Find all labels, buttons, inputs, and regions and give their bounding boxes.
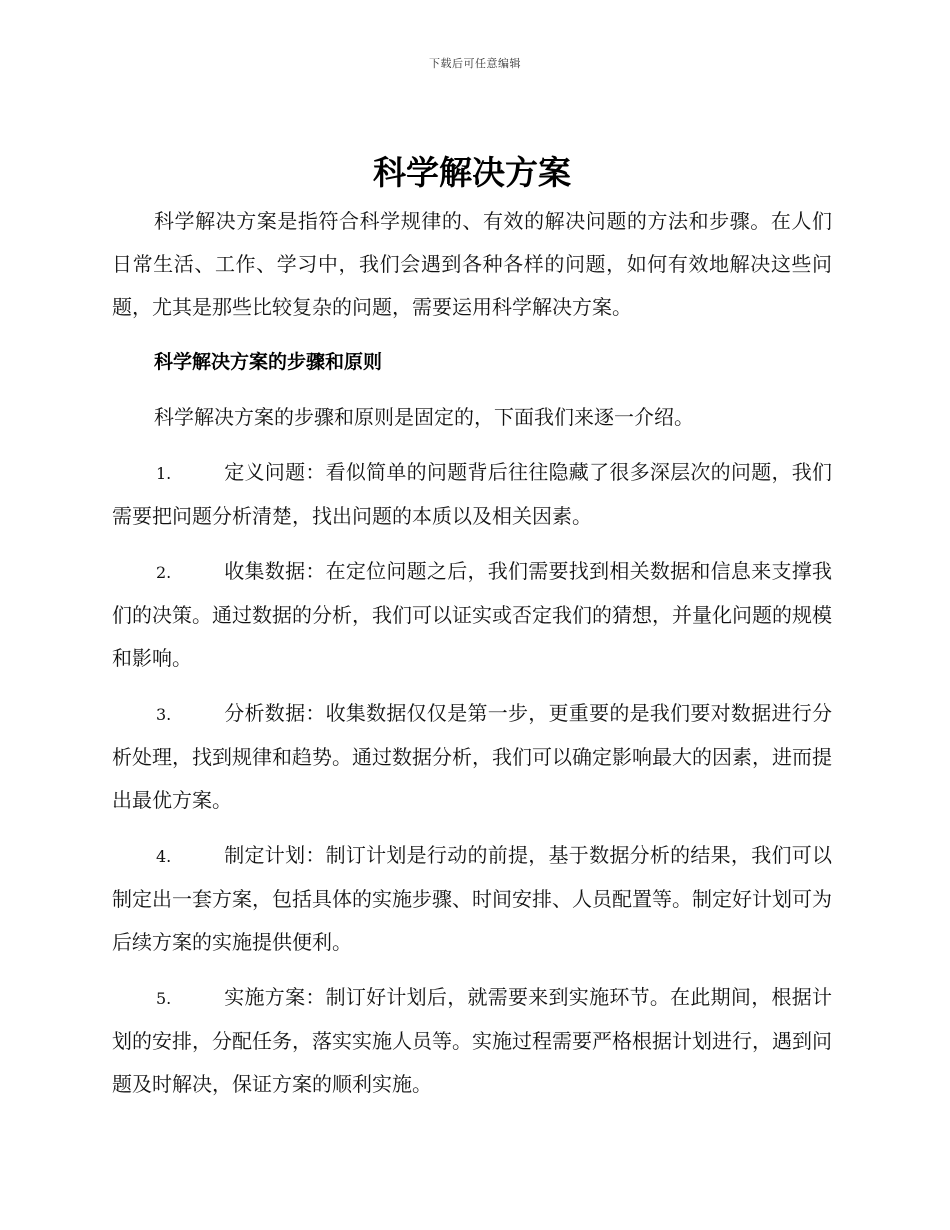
- step-number: 3.: [156, 705, 172, 724]
- step-text: 实施方案：制订好计划后，就需要来到实施环节。在此期间，根据计划的安排，分配任务，落实实施人员等。实施过程需要严格根据计划进行，遇到问题及时解决，保证方案的顺利实施。: [112, 985, 832, 1096]
- intro-paragraph: 科学解决方案是指符合科学规律的、有效的解决问题的方法和步骤。在人们日常生活、工作、学习中，我们会遇到各种各样的问题，如何有效地解决这些问题，尤其是那些比较复杂的问题，需要运用科学解决方案。: [112, 209, 832, 319]
- section-heading: 科学解决方案的步骤和原则: [154, 351, 383, 373]
- step-number: 2.: [156, 563, 172, 582]
- step-item-3: [112, 692, 832, 822]
- step-item-5: [112, 976, 832, 1106]
- step-number: 1.: [156, 464, 172, 483]
- steps-list: [112, 451, 832, 1106]
- header-note: 下载后可任意编辑: [429, 57, 521, 70]
- step-item-4: [112, 834, 832, 964]
- step-text: 定义问题：看似简单的问题背后往往隐藏了很多深层次的问题，我们需要把问题分析清楚，找出问题的本质以及相关因素。: [112, 460, 832, 528]
- document-body: [112, 148, 832, 1118]
- step-item-2: [112, 550, 832, 680]
- step-text: 分析数据：收集数据仅仅是第一步，更重要的是我们要对数据进行分析处理，找到规律和趋势。通过数据分析，我们可以确定影响最大的因素，进而提出最优方案。: [112, 701, 832, 812]
- step-text: 收集数据：在定位问题之后，我们需要找到相关数据和信息来支撑我们的决策。通过数据的分析，我们可以证实或否定我们的猜想，并量化问题的规模和影响。: [112, 559, 832, 670]
- step-text: 制定计划：制订计划是行动的前提，基于数据分析的结果，我们可以制定出一套方案，包括具体的实施步骤、时间安排、人员配置等。制定好计划可为后续方案的实施提供便利。: [112, 843, 832, 954]
- step-number: 4.: [156, 847, 172, 866]
- section-lead-paragraph: 科学解决方案的步骤和原则是固定的，下面我们来逐一介绍。: [154, 405, 694, 429]
- document-title: 科学解决方案: [373, 153, 571, 192]
- step-number: 5.: [156, 989, 172, 1008]
- step-item-1: [112, 451, 832, 538]
